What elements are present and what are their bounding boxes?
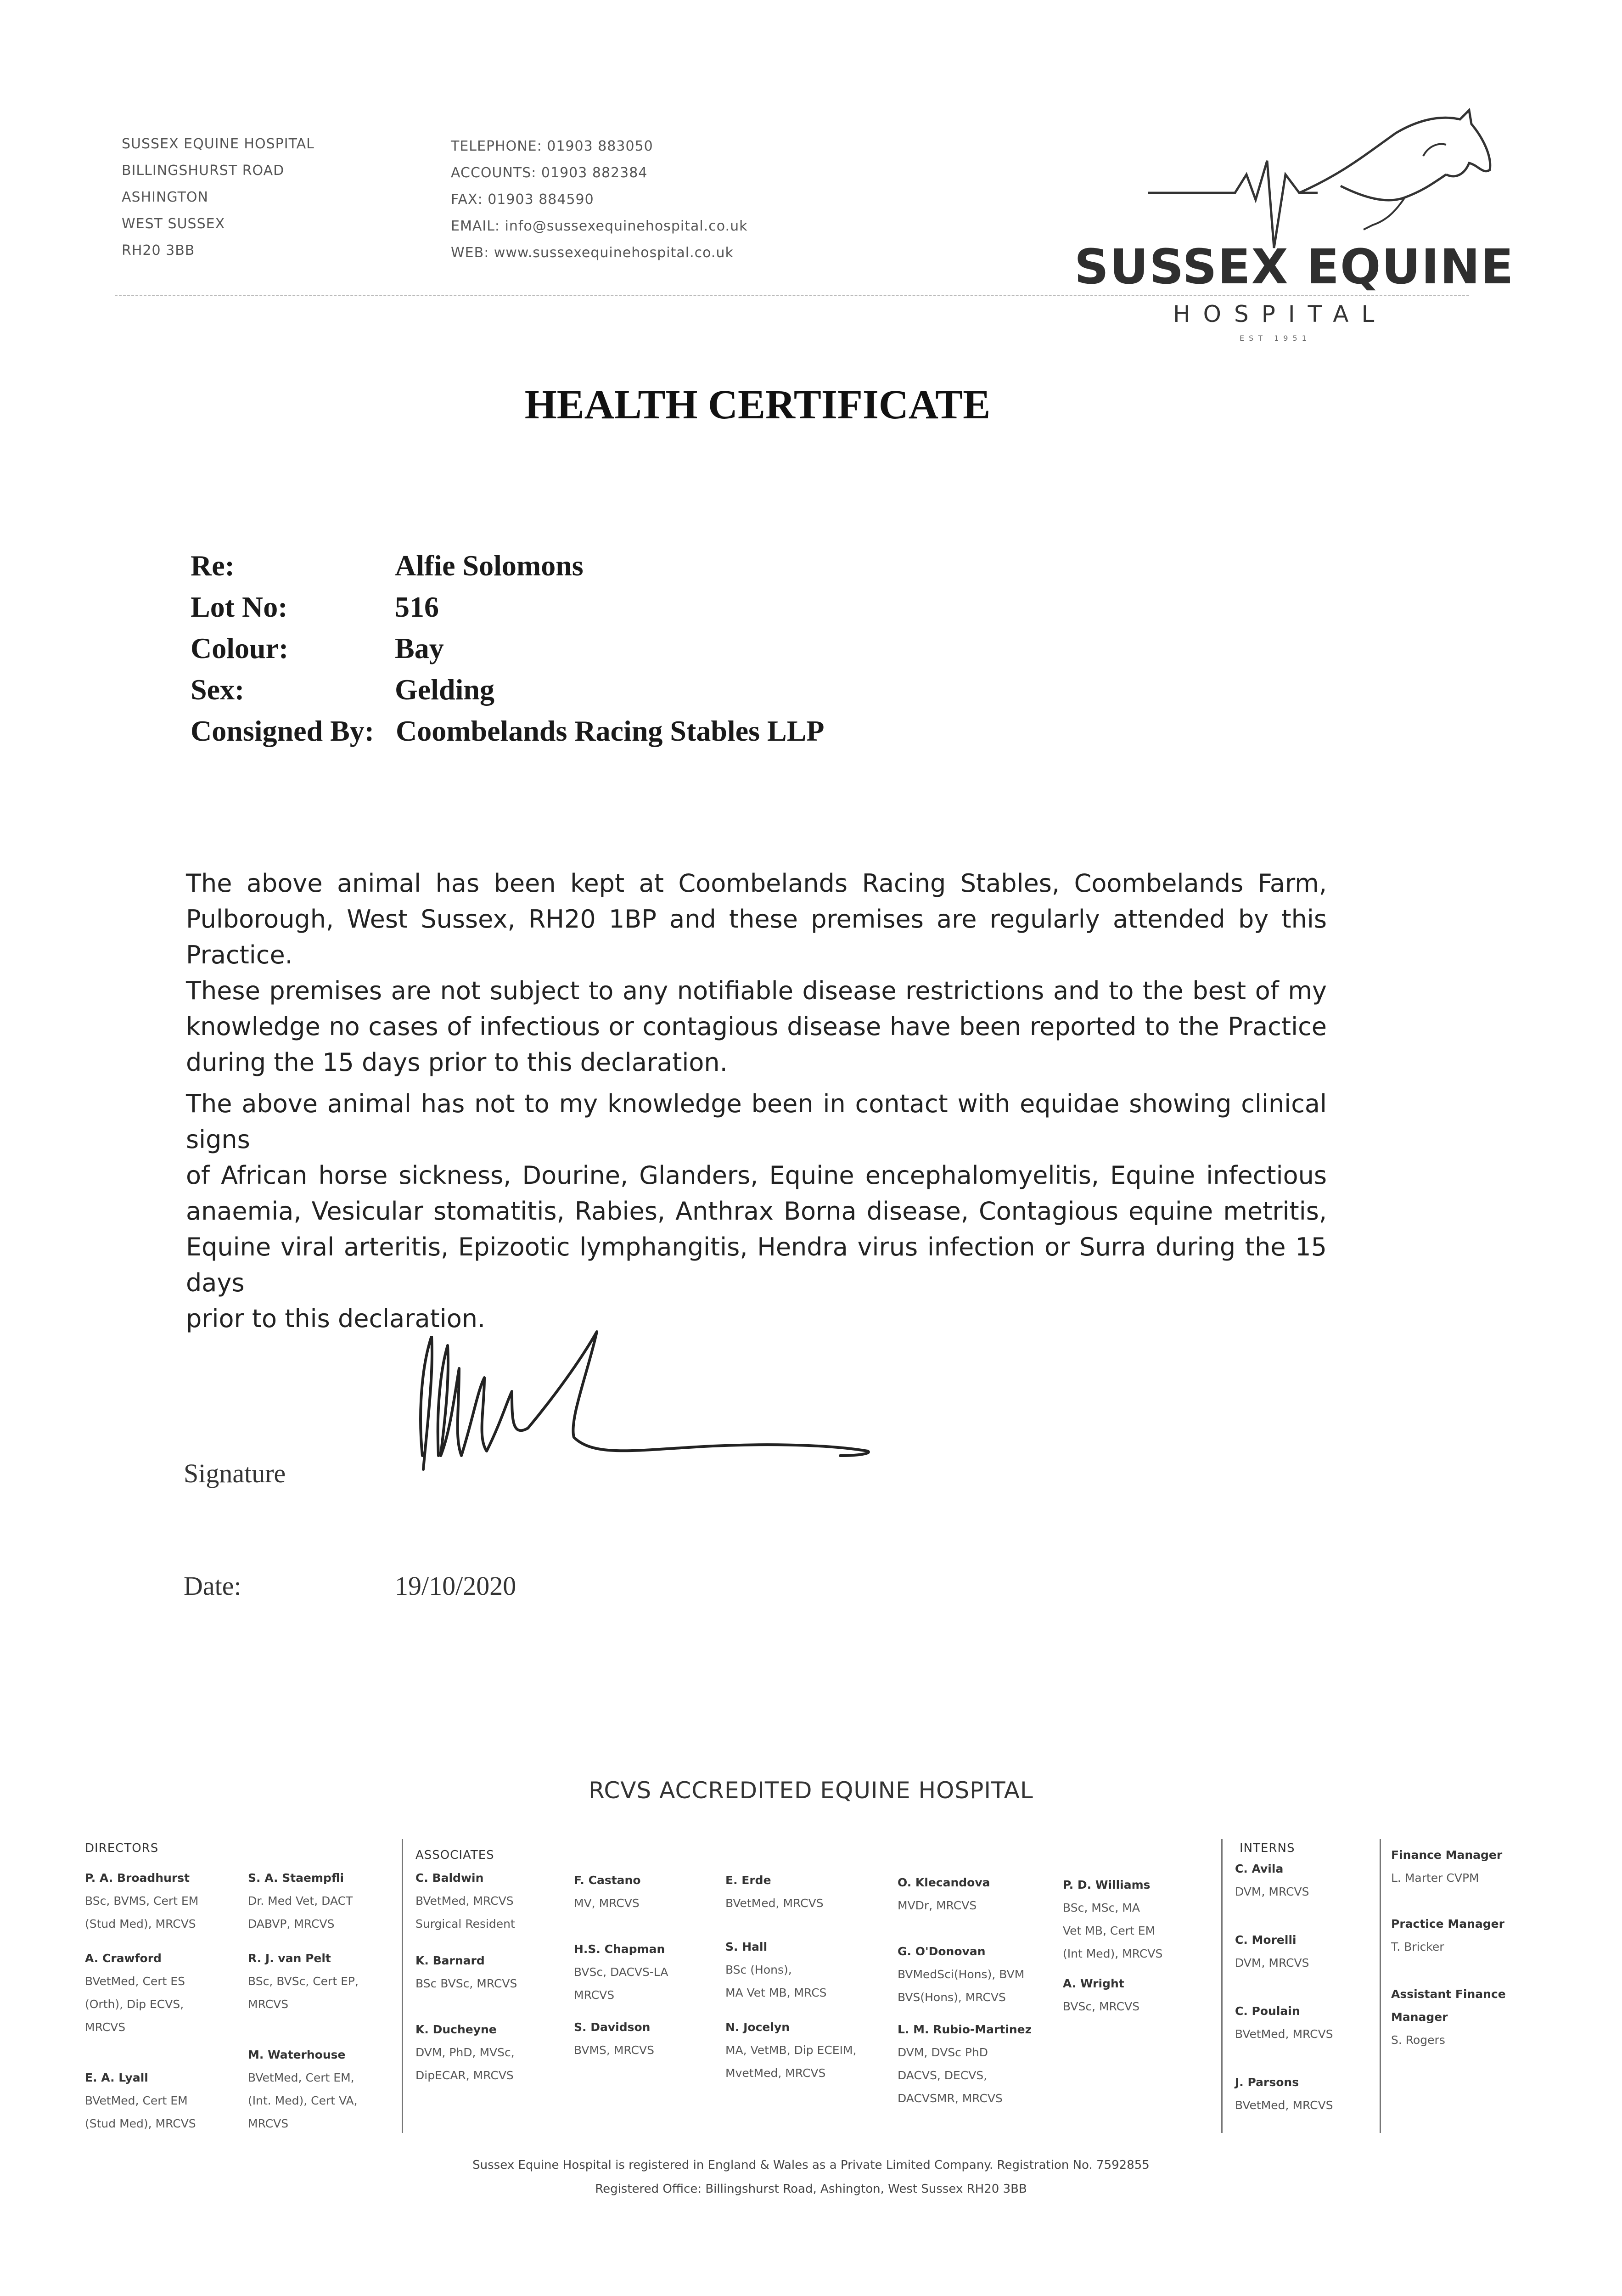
colour-label: Colour: — [191, 632, 289, 664]
intern-entry — [1235, 2071, 1333, 2117]
premises-paragraph — [186, 866, 1327, 1080]
associate-entry — [898, 1871, 990, 1917]
associate-entry — [574, 2016, 654, 2062]
intern-entry — [1235, 1857, 1309, 1903]
document-title: HEALTH CERTIFICATE — [524, 382, 991, 428]
consigned-by-label: Consigned By: — [191, 715, 375, 747]
staff-name: P. D. Williams — [1063, 1878, 1151, 1891]
staff-quals: MA, VetMB, Dip ECEIM, MvetMed, MRCVS — [725, 2043, 857, 2080]
consigned-by-value: Coombelands Racing Stables LLP — [396, 715, 825, 747]
contact-email: EMAIL: info@sussexequinehospital.co.uk — [451, 218, 748, 234]
staff-quals: DVM, MRCVS — [1235, 1885, 1309, 1898]
contact-accounts: ACCOUNTS: 01903 882384 — [451, 165, 648, 181]
associate-entry — [725, 1936, 827, 2004]
horse-heartbeat-logo-icon — [1148, 106, 1497, 253]
interns-heading: INTERNS — [1240, 1841, 1295, 1855]
staff-quals: BSc BVSc, MRCVS — [415, 1977, 517, 1990]
staff-name: C. Avila — [1235, 1862, 1284, 1875]
associate-entry — [415, 2018, 515, 2087]
staff-name: A. Crawford — [85, 1952, 162, 1965]
staff-name: J. Parsons — [1235, 2076, 1299, 2089]
staff-quals: BVMedSci(Hons), BVM BVS(Hons), MRCVS — [898, 1968, 1025, 2004]
staff-name: H.S. Chapman — [574, 1942, 665, 1956]
staff-quals: BVetMed, MRCVS — [1235, 2027, 1333, 2041]
date-value: 19/10/2020 — [395, 1571, 516, 1601]
director-entry — [85, 1947, 185, 2039]
director-entry — [248, 2043, 358, 2135]
colour-value: Bay — [395, 632, 444, 664]
staff-quals: BVMS, MRCVS — [574, 2043, 654, 2057]
staff-quals: BVetMed, MRCVS — [1235, 2099, 1333, 2112]
paragraph-line: The above animal has been kept at Coombelands Racing Stables, Coombelands Farm, — [186, 869, 1327, 898]
contact-fax: FAX: 01903 884590 — [451, 191, 594, 208]
paragraph-line: Equine viral arteritis, Epizootic lymphangitis, Hendra virus infection or Surra during the 15 days — [186, 1232, 1327, 1297]
staff-name: E. A. Lyall — [85, 2071, 148, 2084]
staff-name: L. M. Rubio-Martinez — [898, 2023, 1032, 2036]
paragraph-line: The above animal has not to my knowledge been in contact with equidae showing clinical signs — [186, 1089, 1327, 1154]
logo-subtitle: HOSPITAL — [1173, 301, 1387, 327]
staff-quals: BVSc, MRCVS — [1063, 2000, 1140, 2013]
registered-office: Registered Office: Billingshurst Road, Ashington, West Sussex RH20 3BB — [595, 2182, 1027, 2196]
contact-web: WEB: www.sussexequinehospital.co.uk — [451, 245, 734, 261]
associate-entry — [415, 1867, 515, 1936]
intern-entry — [1235, 2000, 1333, 2046]
staff-quals: DVM, PhD, MVSc, DipECAR, MRCVS — [415, 2046, 515, 2082]
associate-entry — [1063, 1874, 1162, 1965]
hospital-contact — [451, 133, 747, 266]
contact-disease-paragraph — [186, 1086, 1327, 1337]
associates-heading: ASSOCIATES — [415, 1848, 494, 1862]
staff-name: C. Baldwin — [415, 1871, 484, 1885]
staff-name: K. Barnard — [415, 1954, 485, 1967]
director-entry — [85, 2066, 196, 2135]
associate-entry — [415, 1949, 517, 1995]
staff-quals: BVSc, DACVS-LA MRCVS — [574, 1965, 668, 2002]
staff-name: S. Hall — [725, 1940, 768, 1953]
column-divider — [402, 1839, 403, 2133]
staff-quals: BVetMed, MRCVS — [725, 1896, 824, 1910]
associate-entry — [898, 1940, 1024, 2009]
staff-quals: BSc, MSc, MA Vet MB, Cert EM (Int Med), MRCVS — [1063, 1901, 1163, 1960]
staff-quals: MVDr, MRCVS — [898, 1899, 977, 1912]
intern-entry — [1235, 1929, 1309, 1975]
directors-heading: DIRECTORS — [85, 1841, 159, 1855]
staff-name: C. Morelli — [1235, 1933, 1296, 1947]
staff-quals: BSc, BVSc, Cert EP, MRCVS — [248, 1975, 359, 2011]
director-entry — [248, 1947, 359, 2016]
handwritten-signature — [390, 1318, 927, 1492]
staff-quals: BVetMed, MRCVS Surgical Resident — [415, 1894, 515, 1930]
address-line: WEST SUSSEX — [122, 216, 225, 232]
staff-role: Practice Manager — [1391, 1917, 1504, 1930]
header-divider — [115, 295, 1469, 296]
staff-role: Assistant Finance Manager — [1391, 1987, 1506, 2024]
associate-entry — [725, 2016, 856, 2085]
sex-label: Sex: — [191, 673, 245, 706]
address-line: SUSSEX EQUINE HOSPITAL — [122, 136, 314, 152]
column-divider — [1221, 1839, 1223, 2133]
manager-entry — [1391, 1844, 1502, 1890]
associate-entry — [574, 1869, 641, 1915]
staff-quals: DVM, DVSc PhD DACVS, DECVS, DACVSMR, MRCVS — [898, 2046, 1003, 2105]
staff-name: S. Davidson — [574, 2020, 651, 2034]
associate-entry — [574, 1938, 668, 2007]
staff-quals: DVM, MRCVS — [1235, 1956, 1309, 1970]
associate-entry — [725, 1869, 824, 1915]
company-registration: Sussex Equine Hospital is registered in England & Wales as a Private Limited Company. Registration No. 7592855 — [472, 2158, 1150, 2172]
staff-name: T. Bricker — [1391, 1940, 1444, 1953]
paragraph-line: knowledge no cases of infectious or contagious disease have been reported to the Practice — [186, 1012, 1327, 1041]
lot-no-value: 516 — [395, 591, 439, 623]
signature-label: Signature — [184, 1458, 286, 1488]
paragraph-line: during the 15 days prior to this declaration. — [186, 1048, 728, 1077]
staff-quals: BSc, BVMS, Cert EM (Stud Med), MRCVS — [85, 1894, 199, 1930]
address-line: BILLINGSHURST ROAD — [122, 163, 285, 179]
director-entry — [85, 1867, 198, 1936]
associate-entry — [898, 2018, 1032, 2110]
staff-name: A. Wright — [1063, 1977, 1124, 1990]
staff-quals: BVetMed, Cert ES (Orth), Dip ECVS, MRCVS — [85, 1975, 185, 2034]
staff-name: R. J. van Pelt — [248, 1952, 331, 1965]
staff-quals: BVetMed, Cert EM (Stud Med), MRCVS — [85, 2094, 196, 2130]
staff-name: L. Marter CVPM — [1391, 1871, 1479, 1885]
staff-quals: BSc (Hons), MA Vet MB, MRCS — [725, 1963, 827, 1999]
paragraph-line: Pulborough, West Sussex, RH20 1BP and these premises are regularly attended by this Practice. — [186, 905, 1327, 969]
staff-name: K. Ducheyne — [415, 2023, 497, 2036]
staff-role: Finance Manager — [1391, 1848, 1503, 1862]
staff-name: E. Erde — [725, 1874, 771, 1887]
staff-name: F. Castano — [574, 1874, 641, 1887]
rcvs-accreditation: RCVS ACCREDITED EQUINE HOSPITAL — [589, 1777, 1033, 1804]
re-label: Re: — [191, 549, 235, 582]
staff-quals: MV, MRCVS — [574, 1896, 640, 1910]
staff-name: S. A. Staempfli — [248, 1871, 344, 1885]
staff-name: N. Jocelyn — [725, 2020, 790, 2034]
lot-no-label: Lot No: — [191, 591, 288, 623]
sex-value: Gelding — [395, 673, 494, 706]
staff-name: G. O'Donovan — [898, 1945, 986, 1958]
manager-entry — [1391, 1983, 1506, 2052]
staff-name: S. Rogers — [1391, 2033, 1445, 2047]
director-entry — [248, 1867, 353, 1936]
logo-established: EST 1951 — [1240, 334, 1311, 343]
paragraph-line: These premises are not subject to any notifiable disease restrictions and to the best of my — [186, 976, 1327, 1005]
staff-name: C. Poulain — [1235, 2004, 1300, 2018]
staff-name: P. A. Broadhurst — [85, 1871, 190, 1885]
paragraph-line: anaemia, Vesicular stomatitis, Rabies, Anthrax Borna disease, Contagious equine metritis, — [186, 1197, 1327, 1226]
staff-name: M. Waterhouse — [248, 2048, 346, 2061]
contact-telephone: TELEPHONE: 01903 883050 — [451, 138, 653, 154]
logo-wordmark: SUSSEX EQUINE — [1074, 239, 1515, 295]
staff-name: O. Klecandova — [898, 1876, 990, 1889]
hospital-address — [122, 131, 314, 264]
address-line: ASHINGTON — [122, 189, 208, 205]
re-value: Alfie Solomons — [395, 549, 584, 582]
manager-entry — [1391, 1913, 1504, 1958]
staff-quals: Dr. Med Vet, DACT DABVP, MRCVS — [248, 1894, 353, 1930]
staff-quals: BVetMed, Cert EM, (Int. Med), Cert VA, MRCVS — [248, 2071, 358, 2130]
associate-entry — [1063, 1972, 1139, 2018]
address-line: RH20 3BB — [122, 242, 195, 259]
paragraph-line: of African horse sickness, Dourine, Glanders, Equine encephalomyelitis, Equine infectious — [186, 1161, 1327, 1190]
paragraph-line: prior to this declaration. — [186, 1304, 486, 1333]
date-label: Date: — [184, 1571, 241, 1601]
column-divider — [1380, 1839, 1381, 2133]
